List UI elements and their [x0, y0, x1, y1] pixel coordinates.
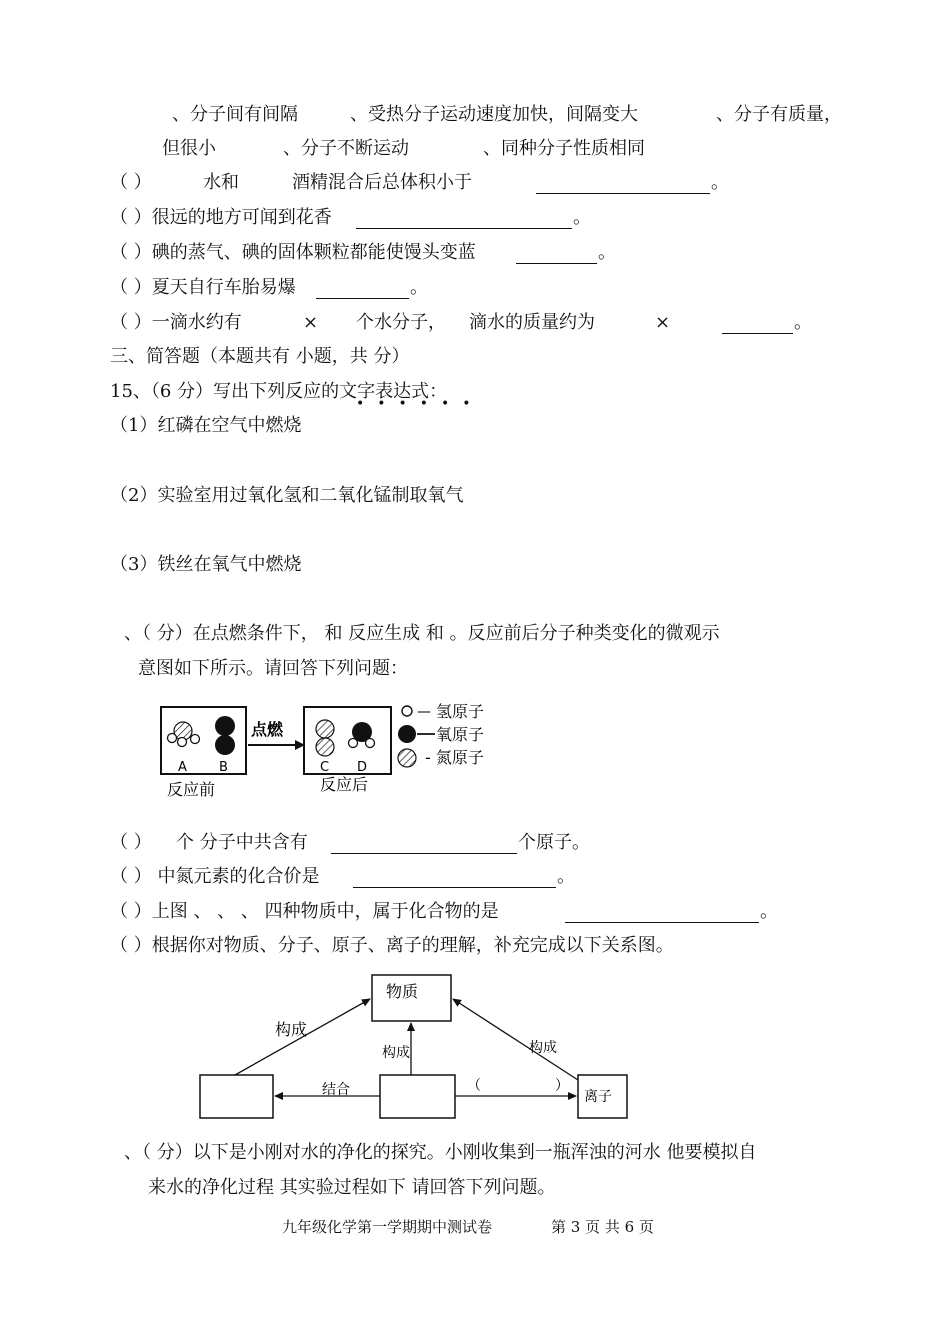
q16-2-text: （ ） 中氮元素的化合价是	[110, 866, 320, 887]
q16-line-1: 、（ 分）在点燃条件下， 和 反应生成 和 。反应前后分子种类变化的微观示	[124, 623, 720, 644]
q15-part-2: （2）实验室用过氧化氢和二氧化锰制取氧气	[110, 485, 464, 506]
hydrogen-atom-icon	[168, 734, 177, 743]
box-ion-label: 离子	[584, 1089, 612, 1105]
footer-page: 第 3 页 共 6 页	[551, 1218, 654, 1236]
q15-part-1: （1）红磷在空气中燃烧	[110, 415, 302, 436]
label-combine: 结合	[322, 1082, 350, 1098]
q14-4-blank[interactable]	[316, 298, 409, 299]
q14-1-text-a: 水和	[203, 172, 239, 193]
q16-3-blank[interactable]	[565, 922, 759, 923]
hydrogen-atom-icon	[366, 739, 375, 748]
q16-1-text: 个 分子中共含有	[176, 832, 308, 853]
q15-part-3: （3）铁丝在氧气中燃烧	[110, 554, 302, 575]
q14-1-text-b: 酒精混合后总体积小于	[292, 172, 472, 193]
box-left-blank[interactable]	[200, 1075, 273, 1118]
hydrogen-atom-icon	[191, 735, 200, 744]
q14-5-text-c: 滴水的质量约为	[469, 312, 595, 333]
hydrogen-atom-icon	[178, 738, 187, 747]
relationship-diagram	[195, 968, 645, 1128]
box-substance-label: 物质	[386, 982, 419, 1001]
option-c-cont: 但很小	[162, 138, 216, 159]
label-constitute-left: 构成	[275, 1020, 308, 1039]
q14-2-blank[interactable]	[356, 228, 572, 229]
q15-text: 15、（6 分）写出下列反应的文字表达式	[110, 381, 430, 402]
legend-hydrogen: 氢原子	[436, 702, 485, 721]
label-constitute-right: 构成	[529, 1040, 557, 1056]
q14-5-times-1: ×	[303, 312, 319, 333]
q16-2-period: 。	[557, 866, 575, 887]
q14-2-text: （ ）很远的地方可闻到花香	[110, 207, 332, 228]
q16-1-suffix: 个原子。	[518, 832, 590, 853]
hydrogen-atom-icon	[349, 739, 358, 748]
option-e: 、同种分子性质相同	[483, 138, 645, 159]
q14-1-blank[interactable]	[536, 193, 710, 194]
footer-title: 九年级化学第一学期期中测试卷	[282, 1218, 493, 1236]
q14-5-period: 。	[794, 312, 812, 333]
legend-nitrogen: - 氮原子	[425, 748, 484, 767]
option-c: 、分子有质量，	[716, 104, 842, 125]
arrow-ion-to-substance	[453, 999, 578, 1080]
q16-4-text: （ ）根据你对物质、分子、原子、离子的理解，补充完成以下关系图。	[110, 935, 674, 956]
q15-colon: ：	[429, 381, 448, 402]
q17-line-1: 、（ 分）以下是小刚对水的净化的探究。小刚收集到一瓶浑浊的河水 他要模拟自	[124, 1142, 757, 1163]
reaction-arrow	[248, 720, 305, 750]
arrow-label: 点燃	[251, 720, 284, 739]
q14-5-times-2: ×	[655, 312, 671, 333]
nitrogen-legend-icon	[398, 749, 416, 767]
q14-3-text: （ ）碘的蒸气、碘的固体颗粒都能使馒头变蓝	[110, 242, 476, 263]
q16-2-blank[interactable]	[353, 887, 556, 888]
q16-1-blank[interactable]	[331, 853, 517, 854]
oxygen-atom-icon	[215, 716, 235, 736]
emphasis-dots: ••••••	[356, 396, 484, 412]
q14-1-period: 。	[711, 172, 729, 193]
after-label: 反应后	[320, 775, 369, 794]
option-d: 、分子不断运动	[283, 138, 409, 159]
before-box	[161, 707, 246, 775]
hydrogen-legend-icon	[402, 706, 412, 716]
nitrogen-atom-icon	[316, 738, 334, 756]
after-box	[304, 707, 391, 775]
option-b: 、受热分子运动速度加快，间隔变大	[350, 104, 638, 125]
q16-3-text: （ ）上图 、 、 、 四种物质中，属于化合物的是	[110, 901, 499, 922]
q14-2-period: 。	[573, 207, 591, 228]
q14-5-text-a: （ ）一滴水约有	[110, 312, 242, 333]
paren-right: ）	[555, 1078, 569, 1094]
q14-4-text: （ ）夏天自行车胎易爆	[110, 277, 296, 298]
legend	[398, 702, 484, 767]
legend-oxygen: 氧原子	[436, 725, 485, 744]
option-a: 、分子间有间隔	[172, 104, 298, 125]
label-constitute-middle: 构成	[382, 1045, 410, 1061]
label-a: A	[178, 760, 187, 775]
q17-line-2: 来水的净化过程 其实验过程如下 请回答下列问题。	[148, 1177, 556, 1198]
box-middle-blank[interactable]	[380, 1075, 455, 1118]
q14-1-paren: （ ）	[110, 172, 152, 193]
q14-5-blank[interactable]	[722, 333, 793, 334]
q16-line-2: 意图如下所示。请回答下列问题：	[138, 658, 408, 679]
oxygen-legend-icon	[398, 725, 416, 743]
label-d: D	[357, 760, 368, 775]
paren-left: （	[467, 1078, 481, 1094]
q16-1-paren: （ ）	[110, 832, 152, 853]
q14-5-text-b: 个水分子，	[356, 312, 446, 333]
q16-3-period: 。	[760, 901, 778, 922]
q14-3-blank[interactable]	[516, 263, 597, 264]
label-b: B	[219, 760, 228, 775]
section-3-heading: 三、简答题（本题共有 小题，共 分）	[110, 346, 410, 367]
q14-4-period: 。	[410, 277, 428, 298]
oxygen-atom-icon	[215, 735, 235, 755]
before-label: 反应前	[167, 780, 216, 799]
legend-dash: —	[417, 704, 431, 720]
q14-3-period: 。	[598, 242, 616, 263]
reaction-figure	[155, 695, 515, 805]
nitrogen-atom-icon	[316, 720, 334, 738]
label-c: C	[320, 760, 330, 775]
